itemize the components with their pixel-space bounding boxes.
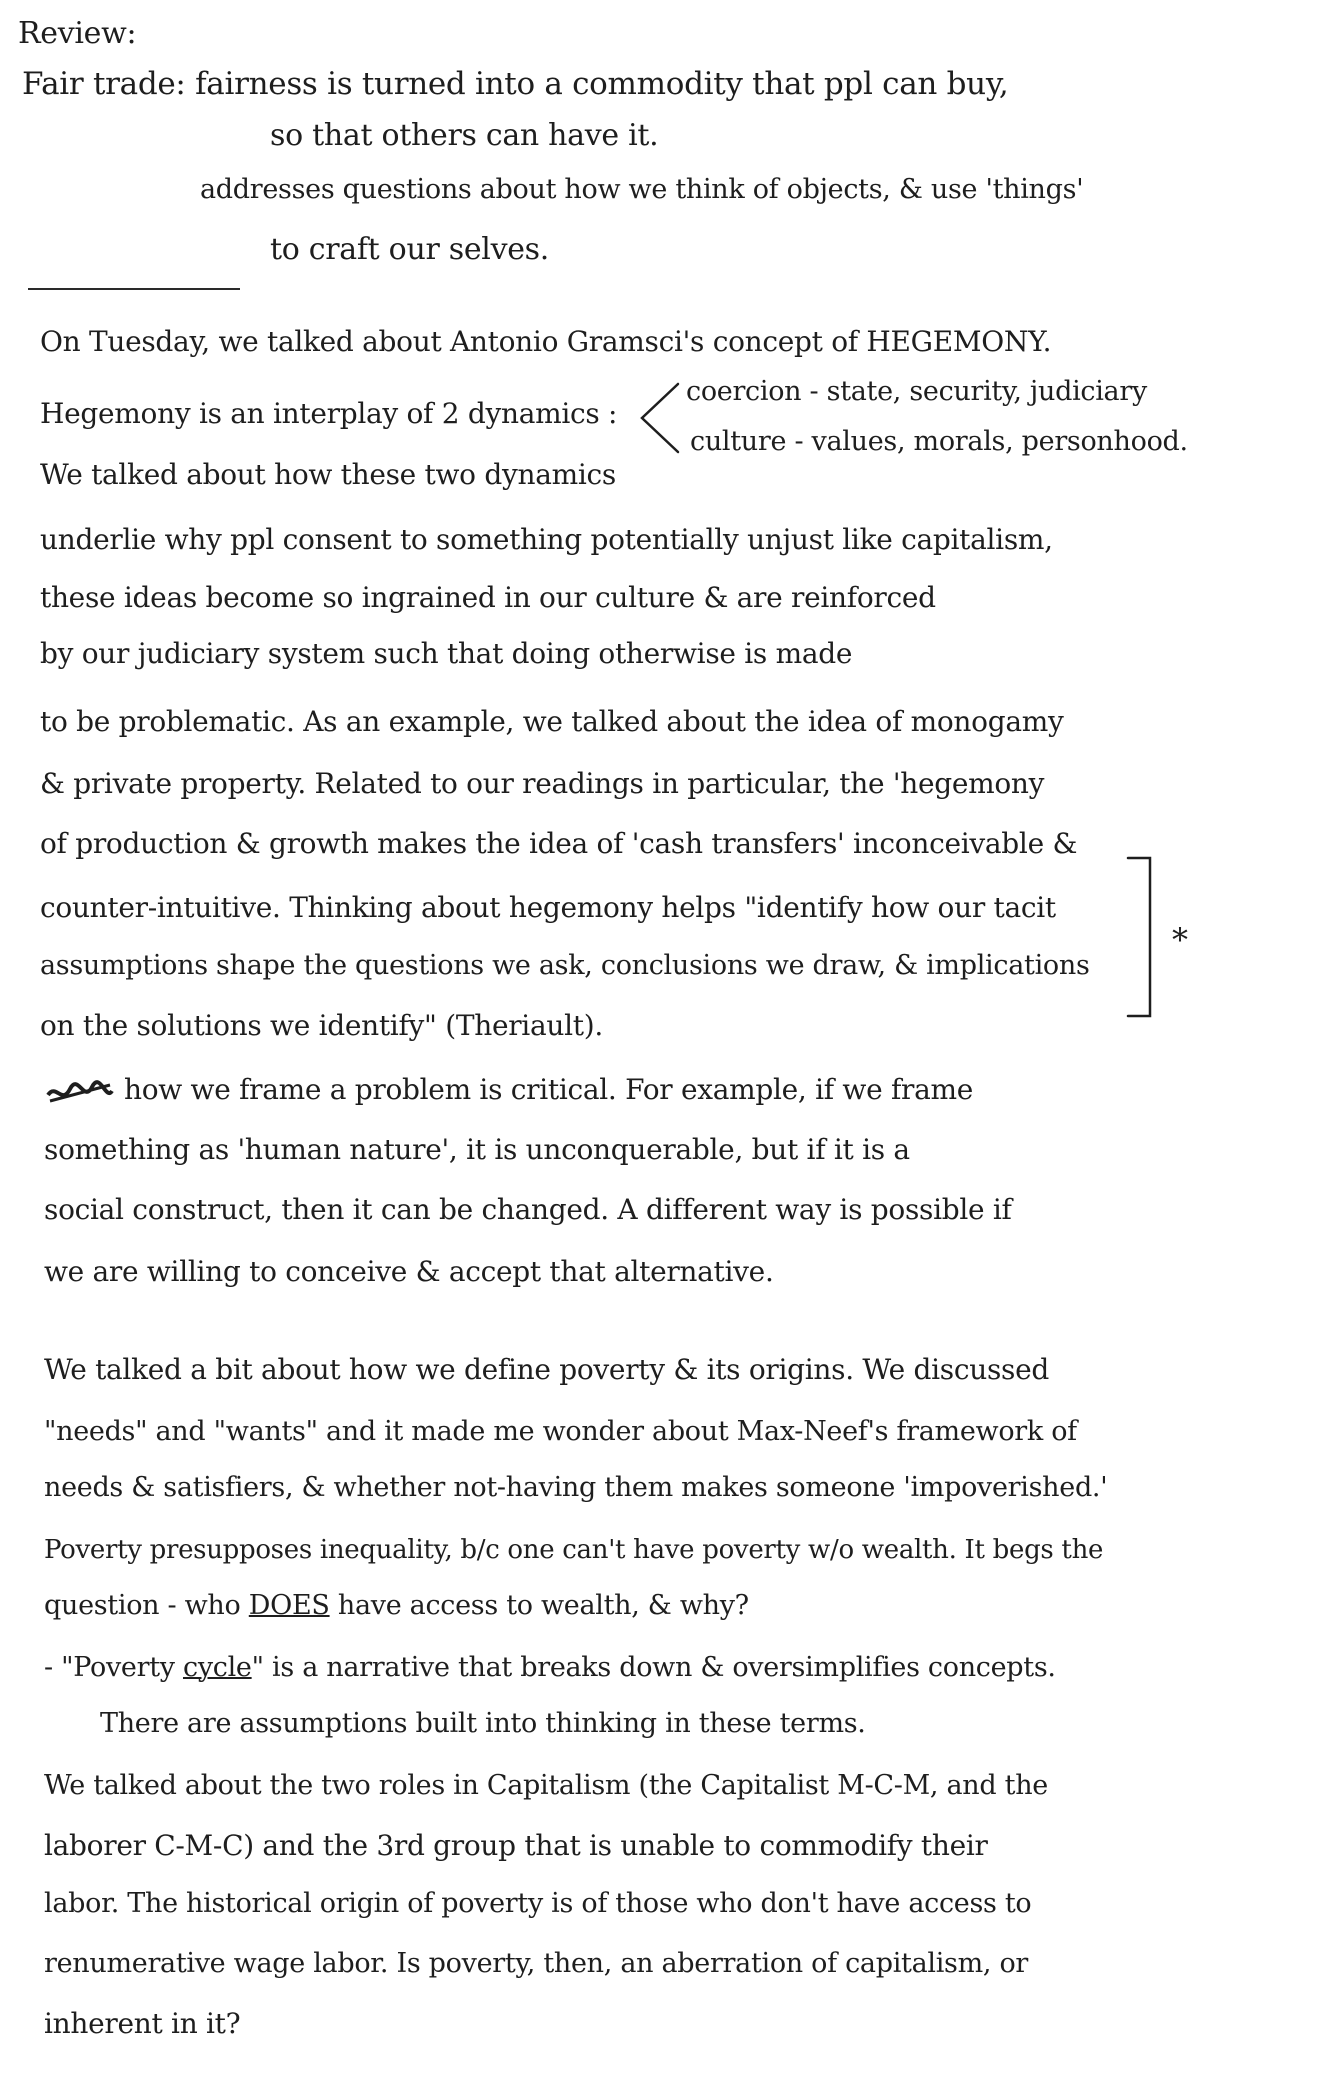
paragraph-4-line-4: renumerative wage labor. Is poverty, then, an aberration of capitalism, or [44, 1948, 1029, 1979]
question-suffix: have access to wealth, & why? [337, 1590, 749, 1621]
paragraph-3-line-5 [44, 1586, 749, 1626]
poverty-cycle-suffix: " is a narrative that breaks down & oversimplifies concepts. [251, 1652, 1056, 1683]
paragraph-4-line-2: laborer C-M-C) and the 3rd group that is unable to commodify their [44, 1829, 988, 1862]
cycle-underlined: cycle [183, 1652, 252, 1683]
paragraph-1-line-9: assumptions shape the questions we ask, conclusions we draw, & implications [40, 950, 1090, 981]
paragraph-1-line-1: We talked about how these two dynamics [40, 458, 616, 491]
paragraph-1-line-2: underlie why ppl consent to something potentially unjust like capitalism, [40, 523, 1053, 556]
paragraph-1-line-3: these ideas become so ingrained in our culture & are reinforced [40, 581, 936, 614]
scribble-mark [44, 1075, 116, 1111]
culture-line: culture - values, morals, personhood. [690, 426, 1188, 457]
paragraph-4-line-1: We talked about the two roles in Capitalism (the Capitalist M-C-M, and the [44, 1770, 1048, 1801]
paragraph-1-line-5: to be problematic. As an example, we talked about the idea of monogamy [40, 705, 1064, 738]
paragraph-2-line-2: something as 'human nature', it is unconquerable, but if it is a [44, 1133, 910, 1166]
paragraph-3-line-7: There are assumptions built into thinking in these terms. [100, 1708, 866, 1739]
section-divider [28, 288, 240, 290]
paragraph-3-line-2: "needs" and "wants" and it made me wonder about Max-Neef's framework of [44, 1416, 1077, 1447]
fair-trade-line-4: to craft our selves. [270, 232, 550, 267]
question-prefix: question - who [44, 1590, 241, 1621]
paragraph-4-line-5: inherent in it? [44, 2007, 241, 2040]
paragraph-4-line-3: labor. The historical origin of poverty is of those who don't have access to [44, 1888, 1032, 1919]
paragraph-1-line-8: counter-intuitive. Thinking about hegemony helps "identify how our tacit [40, 891, 1056, 924]
paragraph-2-line-1: how we frame a problem is critical. For example, if we frame [124, 1073, 974, 1106]
review-heading: Review: [18, 16, 137, 51]
fair-trade-line-3: addresses questions about how we think of objects, & use 'things' [200, 174, 1084, 205]
dynamics-bracket [636, 378, 682, 456]
paragraph-3-line-4: Poverty presupposes inequality, b/c one can't have poverty w/o wealth. It begs the [44, 1535, 1104, 1565]
paragraph-1-line-4: by our judiciary system such that doing otherwise is made [40, 637, 853, 670]
paragraph-1-line-7: of production & growth makes the idea of 'cash transfers' inconceivable & [40, 827, 1078, 860]
paragraph-3-line-3: needs & satisfiers, & whether not-having them makes someone 'impoverished.' [44, 1472, 1108, 1503]
paragraph-3-line-1: We talked a bit about how we define poverty & its origins. We discussed [44, 1353, 1049, 1386]
star-mark: * [1172, 921, 1188, 959]
quote-bracket [1122, 852, 1158, 1022]
fair-trade-line-2: so that others can have it. [270, 118, 659, 153]
paragraph-1-line-6: & private property. Related to our readings in particular, the 'hegemony [40, 767, 1045, 800]
does-underlined: DOES [248, 1590, 330, 1621]
tuesday-line: On Tuesday, we talked about Antonio Gramsci's concept of HEGEMONY. [40, 325, 1052, 358]
fair-trade-line-1: Fair trade: fairness is turned into a commodity that ppl can buy, [22, 66, 1009, 102]
paragraph-3-line-6 [44, 1648, 1056, 1688]
paragraph-2-line-3: social construct, then it can be changed. A different way is possible if [44, 1193, 1012, 1226]
hegemony-definition: Hegemony is an interplay of 2 dynamics : [40, 397, 618, 430]
poverty-cycle-prefix: - "Poverty [44, 1652, 175, 1683]
paragraph-2-line-4: we are willing to conceive & accept that alternative. [44, 1255, 774, 1288]
paragraph-1-line-10: on the solutions we identify" (Theriault). [40, 1009, 603, 1042]
coercion-line: coercion - state, security, judiciary [686, 376, 1147, 407]
